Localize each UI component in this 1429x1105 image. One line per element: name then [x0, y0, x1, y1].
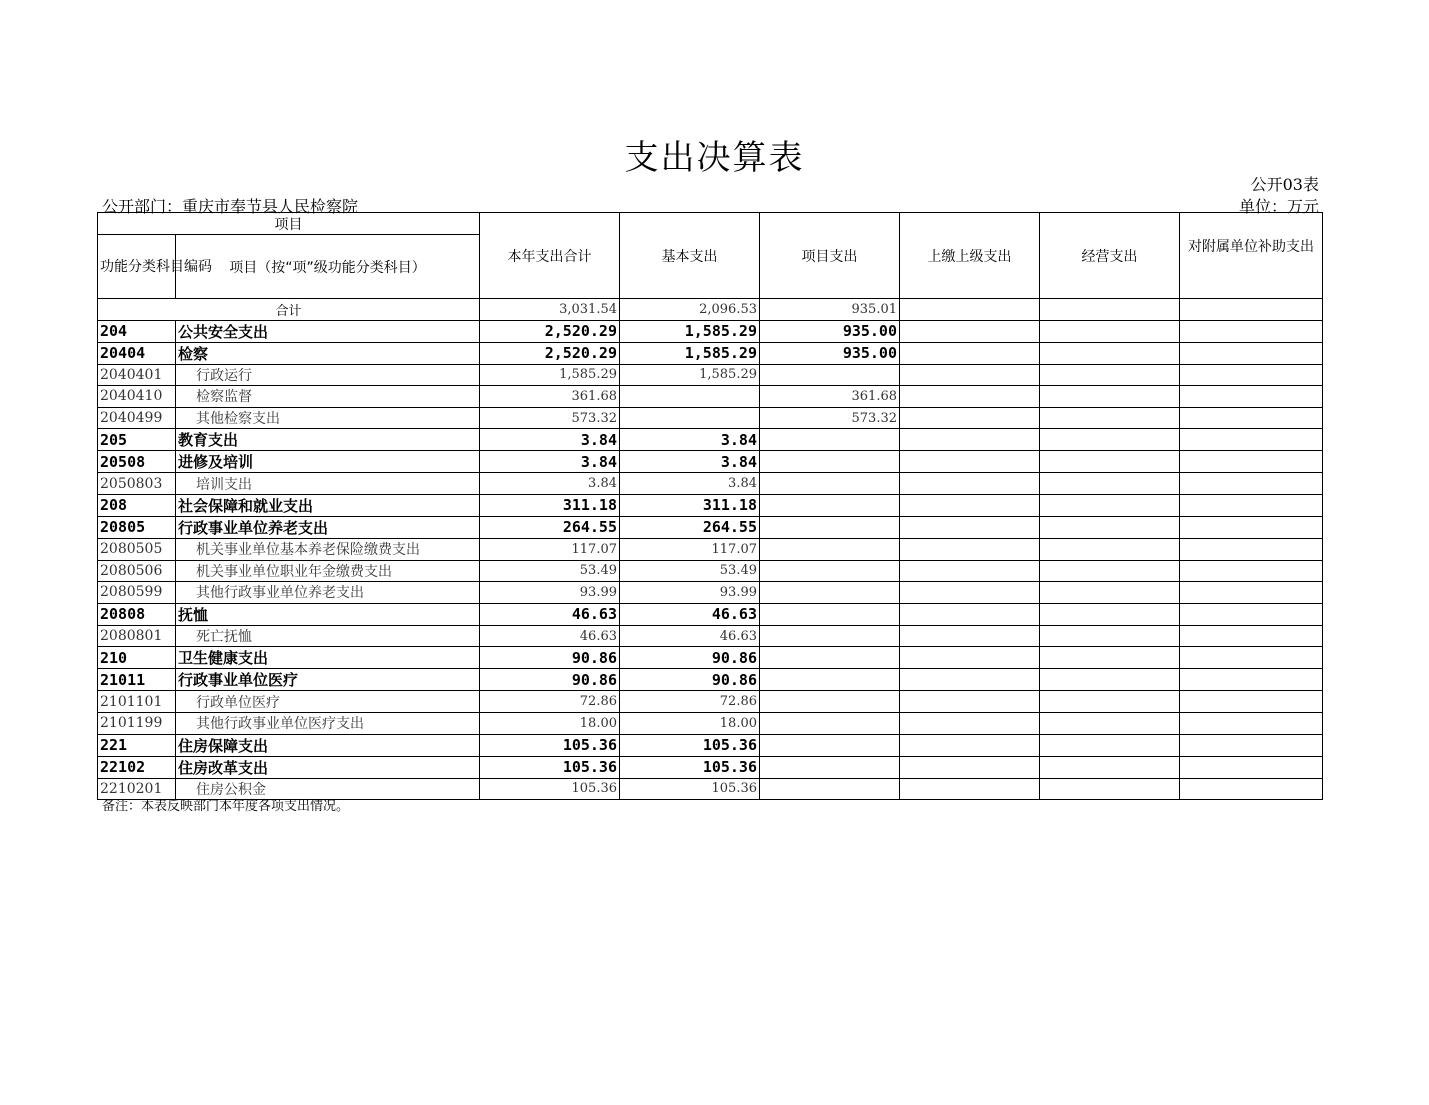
row-upper [900, 756, 1040, 778]
row-project [760, 560, 900, 582]
row-basic: 46.63 [620, 603, 760, 625]
row-upper [900, 647, 1040, 669]
row-name: 机关事业单位基本养老保险缴费支出 [176, 538, 480, 560]
row-subsidy [1180, 603, 1323, 625]
row-name: 住房改革支出 [176, 756, 480, 778]
row-total: 53.49 [480, 560, 620, 582]
table-row [98, 691, 1323, 713]
row-project [760, 451, 900, 473]
row-code: 2040499 [98, 407, 176, 429]
row-upper [900, 603, 1040, 625]
row-code: 2101199 [98, 712, 176, 734]
total-basic: 2,096.53 [620, 299, 760, 321]
row-subsidy [1180, 778, 1323, 800]
row-name: 死亡抚恤 [176, 625, 480, 647]
row-name: 培训支出 [176, 473, 480, 495]
row-total: 311.18 [480, 494, 620, 516]
row-project: 573.32 [760, 407, 900, 429]
row-subsidy [1180, 342, 1323, 364]
total-label: 合计 [98, 299, 480, 321]
row-basic: 93.99 [620, 582, 760, 604]
row-basic: 105.36 [620, 734, 760, 756]
row-business [1040, 625, 1180, 647]
row-basic: 72.86 [620, 691, 760, 713]
table-row [98, 669, 1323, 691]
total-row [98, 299, 1323, 321]
row-code: 2080801 [98, 625, 176, 647]
row-upper [900, 320, 1040, 342]
row-name: 其他行政事业单位医疗支出 [176, 712, 480, 734]
row-upper [900, 538, 1040, 560]
row-total: 3.84 [480, 451, 620, 473]
row-upper [900, 560, 1040, 582]
total-subsidy [1180, 299, 1323, 321]
row-code: 205 [98, 429, 176, 451]
row-basic: 46.63 [620, 625, 760, 647]
row-upper [900, 429, 1040, 451]
table-row [98, 647, 1323, 669]
row-project [760, 429, 900, 451]
row-code: 208 [98, 494, 176, 516]
table-row [98, 342, 1323, 364]
total-business [1040, 299, 1180, 321]
footnote: 备注：本表反映部门本年度各项支出情况。 [102, 799, 350, 814]
table-row [98, 582, 1323, 604]
table-row [98, 734, 1323, 756]
row-total: 18.00 [480, 712, 620, 734]
row-code: 204 [98, 320, 176, 342]
expenditure-table [97, 212, 1323, 800]
row-project [760, 364, 900, 386]
total-total: 3,031.54 [480, 299, 620, 321]
row-project [760, 538, 900, 560]
table-row [98, 538, 1323, 560]
table-row [98, 603, 1323, 625]
row-name: 行政事业单位养老支出 [176, 516, 480, 538]
row-project [760, 516, 900, 538]
row-code: 221 [98, 734, 176, 756]
row-code: 2040401 [98, 364, 176, 386]
row-code: 2050803 [98, 473, 176, 495]
row-project: 935.00 [760, 342, 900, 364]
row-total: 90.86 [480, 647, 620, 669]
table-row [98, 429, 1323, 451]
row-code: 20805 [98, 516, 176, 538]
row-upper [900, 582, 1040, 604]
row-business [1040, 364, 1180, 386]
row-basic: 90.86 [620, 647, 760, 669]
row-code: 2080505 [98, 538, 176, 560]
row-project [760, 494, 900, 516]
row-name: 进修及培训 [176, 451, 480, 473]
row-basic: 105.36 [620, 756, 760, 778]
row-business [1040, 473, 1180, 495]
row-subsidy [1180, 538, 1323, 560]
row-subsidy [1180, 756, 1323, 778]
row-business [1040, 691, 1180, 713]
row-name: 行政单位医疗 [176, 691, 480, 713]
row-project [760, 582, 900, 604]
row-name: 其他检察支出 [176, 407, 480, 429]
row-code: 2080599 [98, 582, 176, 604]
row-total: 105.36 [480, 734, 620, 756]
row-subsidy [1180, 734, 1323, 756]
row-basic: 3.84 [620, 451, 760, 473]
row-upper [900, 407, 1040, 429]
header-item-name: 项目（按“项”级功能分类科目） [176, 235, 480, 299]
row-basic: 90.86 [620, 669, 760, 691]
row-basic: 105.36 [620, 778, 760, 800]
row-subsidy [1180, 386, 1323, 408]
row-subsidy [1180, 364, 1323, 386]
table-row [98, 451, 1323, 473]
row-upper [900, 778, 1040, 800]
row-code: 22102 [98, 756, 176, 778]
row-basic: 18.00 [620, 712, 760, 734]
header-func-code: 功能分类科目编码 [98, 235, 176, 299]
row-total: 2,520.29 [480, 320, 620, 342]
row-subsidy [1180, 516, 1323, 538]
total-upper [900, 299, 1040, 321]
row-business [1040, 538, 1180, 560]
row-business [1040, 429, 1180, 451]
row-basic: 117.07 [620, 538, 760, 560]
row-total: 46.63 [480, 603, 620, 625]
header-business: 经营支出 [1040, 213, 1180, 299]
row-business [1040, 494, 1180, 516]
page-title: 支出决算表 [624, 138, 805, 178]
row-total: 90.86 [480, 669, 620, 691]
row-business [1040, 778, 1180, 800]
row-basic: 1,585.29 [620, 364, 760, 386]
row-name: 公共安全支出 [176, 320, 480, 342]
row-basic [620, 386, 760, 408]
row-project [760, 691, 900, 713]
row-name: 社会保障和就业支出 [176, 494, 480, 516]
row-project: 361.68 [760, 386, 900, 408]
row-project [760, 625, 900, 647]
row-upper [900, 494, 1040, 516]
row-upper [900, 364, 1040, 386]
row-name: 住房保障支出 [176, 734, 480, 756]
row-total: 117.07 [480, 538, 620, 560]
row-project [760, 473, 900, 495]
table-row [98, 473, 1323, 495]
row-basic: 311.18 [620, 494, 760, 516]
row-name: 行政运行 [176, 364, 480, 386]
row-total: 46.63 [480, 625, 620, 647]
row-business [1040, 407, 1180, 429]
row-business [1040, 451, 1180, 473]
row-upper [900, 386, 1040, 408]
unit-label: 单位：万元 [1238, 197, 1319, 216]
row-business [1040, 386, 1180, 408]
row-code: 2101101 [98, 691, 176, 713]
row-name: 其他行政事业单位养老支出 [176, 582, 480, 604]
row-total: 105.36 [480, 778, 620, 800]
row-business [1040, 516, 1180, 538]
row-upper [900, 342, 1040, 364]
row-subsidy [1180, 429, 1323, 451]
row-project [760, 734, 900, 756]
table-row [98, 494, 1323, 516]
row-name: 教育支出 [176, 429, 480, 451]
row-upper [900, 669, 1040, 691]
row-subsidy [1180, 407, 1323, 429]
row-total: 3.84 [480, 473, 620, 495]
row-name: 卫生健康支出 [176, 647, 480, 669]
row-business [1040, 712, 1180, 734]
row-upper [900, 516, 1040, 538]
row-project [760, 669, 900, 691]
table-row [98, 364, 1323, 386]
table-row [98, 712, 1323, 734]
row-subsidy [1180, 669, 1323, 691]
row-code: 20808 [98, 603, 176, 625]
row-business [1040, 669, 1180, 691]
row-basic [620, 407, 760, 429]
row-subsidy [1180, 625, 1323, 647]
row-total: 1,585.29 [480, 364, 620, 386]
row-name: 住房公积金 [176, 778, 480, 800]
row-subsidy [1180, 582, 1323, 604]
header-basic: 基本支出 [620, 213, 760, 299]
row-subsidy [1180, 494, 1323, 516]
row-subsidy [1180, 451, 1323, 473]
row-upper [900, 691, 1040, 713]
row-total: 105.36 [480, 756, 620, 778]
row-name: 检察监督 [176, 386, 480, 408]
header-project: 项目 [98, 213, 480, 235]
table-row [98, 320, 1323, 342]
table-row [98, 756, 1323, 778]
row-code: 2040410 [98, 386, 176, 408]
row-upper [900, 451, 1040, 473]
row-business [1040, 647, 1180, 669]
row-total: 573.32 [480, 407, 620, 429]
row-project [760, 603, 900, 625]
table-row [98, 625, 1323, 647]
row-code: 2080506 [98, 560, 176, 582]
row-code: 210 [98, 647, 176, 669]
row-business [1040, 342, 1180, 364]
table-row [98, 407, 1323, 429]
header-subsidy: 对附属单位补助支出 [1180, 213, 1323, 299]
row-business [1040, 734, 1180, 756]
row-project [760, 647, 900, 669]
row-name: 行政事业单位医疗 [176, 669, 480, 691]
row-upper [900, 734, 1040, 756]
row-upper [900, 625, 1040, 647]
row-subsidy [1180, 691, 1323, 713]
row-upper [900, 473, 1040, 495]
row-project [760, 712, 900, 734]
row-total: 361.68 [480, 386, 620, 408]
row-basic: 264.55 [620, 516, 760, 538]
row-total: 3.84 [480, 429, 620, 451]
row-basic: 3.84 [620, 473, 760, 495]
row-business [1040, 756, 1180, 778]
row-project [760, 756, 900, 778]
row-total: 264.55 [480, 516, 620, 538]
total-project: 935.01 [760, 299, 900, 321]
row-business [1040, 603, 1180, 625]
department-label: 公开部门：重庆市奉节县人民检察院 [102, 197, 359, 216]
row-total: 72.86 [480, 691, 620, 713]
row-subsidy [1180, 647, 1323, 669]
table-row [98, 386, 1323, 408]
row-business [1040, 560, 1180, 582]
row-business [1040, 582, 1180, 604]
row-subsidy [1180, 712, 1323, 734]
row-name: 机关事业单位职业年金缴费支出 [176, 560, 480, 582]
row-subsidy [1180, 473, 1323, 495]
row-project [760, 778, 900, 800]
row-basic: 1,585.29 [620, 342, 760, 364]
row-name: 抚恤 [176, 603, 480, 625]
row-total: 2,520.29 [480, 342, 620, 364]
row-code: 20404 [98, 342, 176, 364]
row-name: 检察 [176, 342, 480, 364]
header-upper: 上缴上级支出 [900, 213, 1040, 299]
header-project-expense: 项目支出 [760, 213, 900, 299]
table-row [98, 560, 1323, 582]
row-basic: 1,585.29 [620, 320, 760, 342]
row-code: 2210201 [98, 778, 176, 800]
row-code: 21011 [98, 669, 176, 691]
row-project: 935.00 [760, 320, 900, 342]
row-upper [900, 712, 1040, 734]
row-total: 93.99 [480, 582, 620, 604]
row-subsidy [1180, 560, 1323, 582]
header-total: 本年支出合计 [480, 213, 620, 299]
table-row [98, 516, 1323, 538]
row-business [1040, 320, 1180, 342]
row-basic: 3.84 [620, 429, 760, 451]
form-number: 公开03表 [1250, 175, 1319, 194]
row-code: 20508 [98, 451, 176, 473]
row-basic: 53.49 [620, 560, 760, 582]
row-subsidy [1180, 320, 1323, 342]
